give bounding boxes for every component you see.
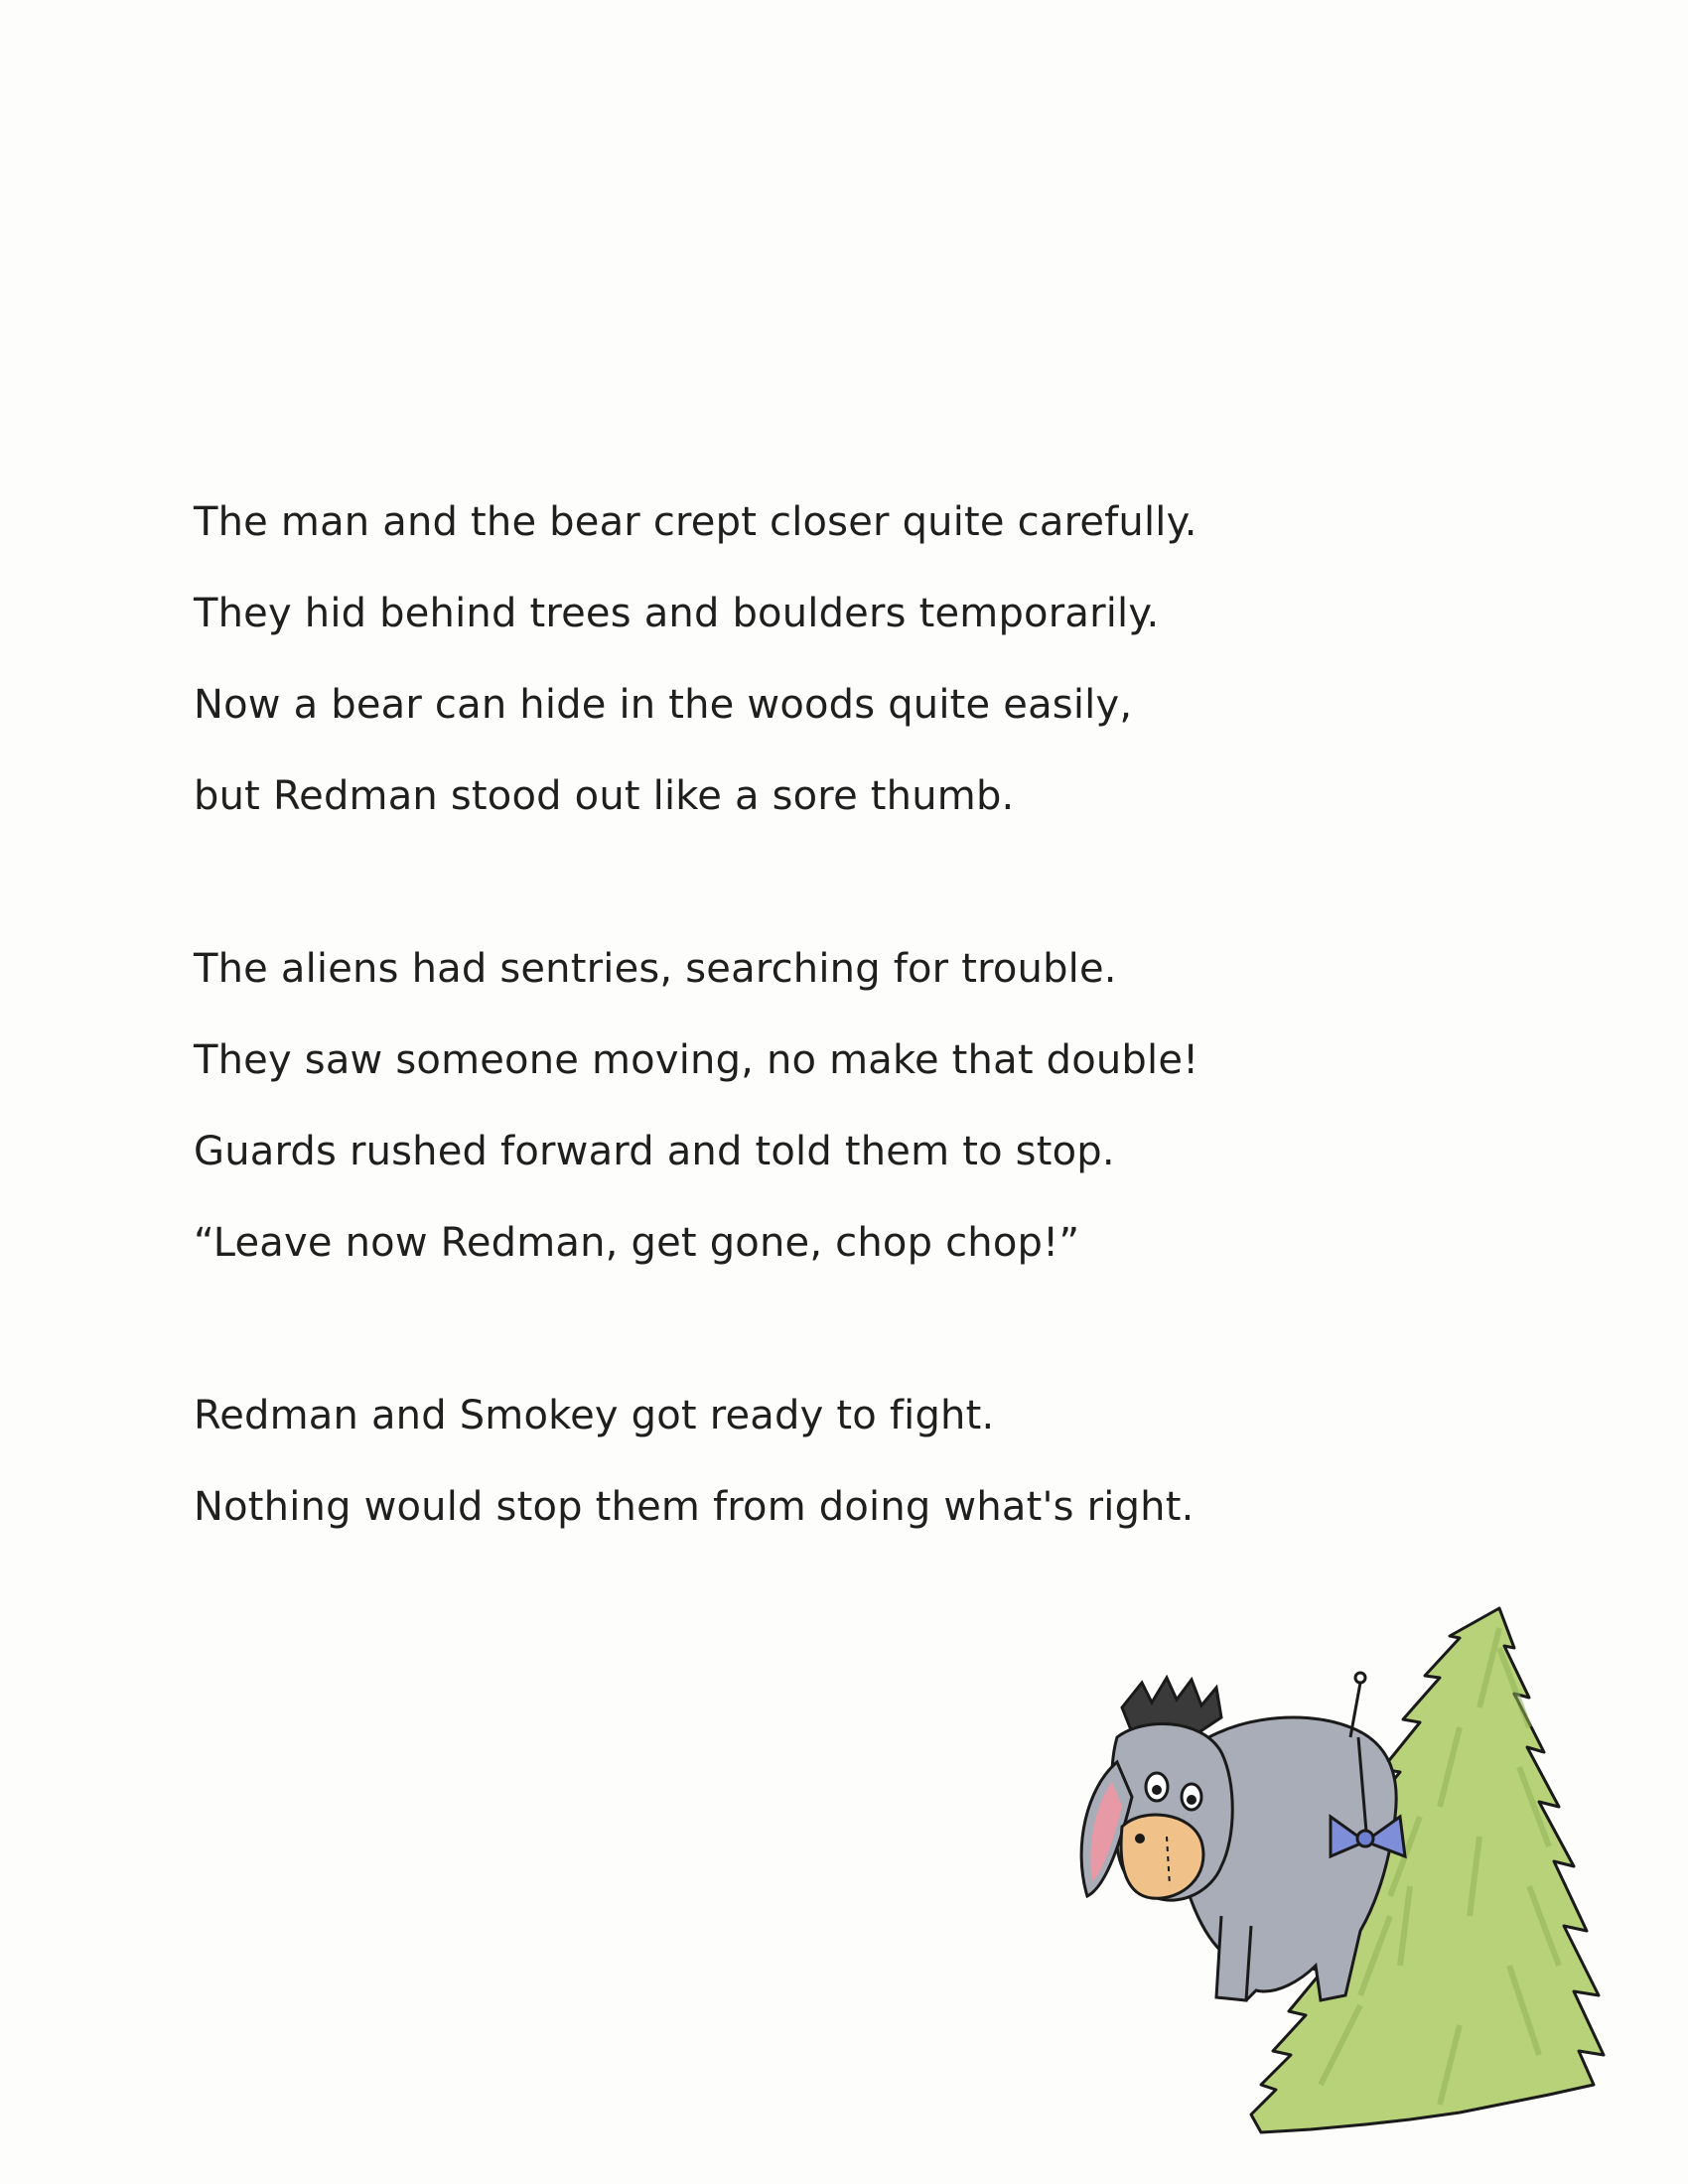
poem-line: The aliens had sentries, searching for trouble. bbox=[194, 946, 1117, 992]
stanza-1 bbox=[194, 477, 1385, 842]
poem-line: The man and the bear crept closer quite carefully. bbox=[194, 499, 1197, 545]
poem-line: Guards rushed forward and told them to stop. bbox=[194, 1129, 1115, 1174]
poem-line: “Leave now Redman, get gone, chop chop!” bbox=[194, 1220, 1080, 1266]
poem-line: but Redman stood out like a sore thumb. bbox=[194, 773, 1015, 819]
poem-line: Redman and Smokey got ready to fight. bbox=[194, 1393, 995, 1438]
donkey-and-tree-illustration bbox=[1062, 1588, 1618, 2154]
donkey-and-pine-tree-drawing bbox=[1062, 1588, 1618, 2154]
poem-text bbox=[194, 477, 1385, 1634]
donkey-icon bbox=[1081, 1673, 1405, 2000]
stanza-3 bbox=[194, 1370, 1385, 1553]
poem-line: They saw someone moving, no make that double! bbox=[194, 1037, 1199, 1083]
poem-line: Nothing would stop them from doing what's right. bbox=[194, 1484, 1195, 1530]
stanza-2 bbox=[194, 923, 1385, 1289]
poem-line: Now a bear can hide in the woods quite easily, bbox=[194, 682, 1133, 728]
poem-line: They hid behind trees and boulders temporarily. bbox=[194, 591, 1160, 636]
